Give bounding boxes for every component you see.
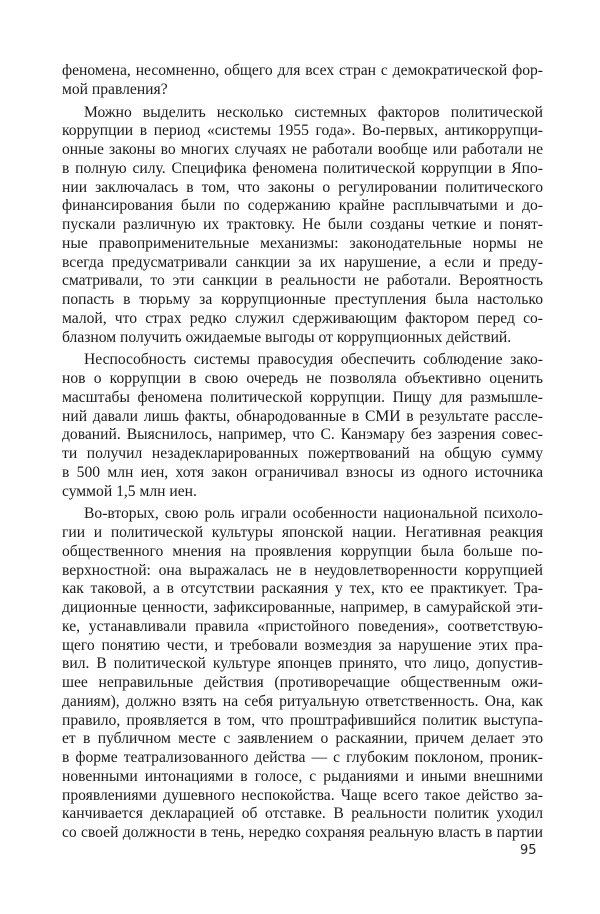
text-line: диционные ценности, зафиксированные, например, в самурайской эти- xyxy=(62,599,543,616)
text-line: как таковой, а в отсутствии раскаяния у тех, кто ее практикует. Тра- xyxy=(62,580,543,598)
text-line: коррупции в период «системы 1955 года». Во-первых, антикоррупци- xyxy=(62,122,543,140)
text-line: ний давали лишь факты, обнародованные в СМИ в результате рассле- xyxy=(62,407,543,425)
text-line: ные правоприменительные механизмы: законодательные нормы не xyxy=(62,234,543,252)
text-line: суммой 1,5 млн иен. xyxy=(62,482,197,500)
text-line: в форме театрализованного действа — с глубоким поклоном, проник- xyxy=(62,749,543,766)
text-line: новенными интонациями в голосе, с рыданиями и иными внешними xyxy=(62,767,543,785)
text-line: в полную силу. Специфика феномена политической коррупции в Япо- xyxy=(62,159,543,177)
text-line: Можно выделить несколько системных факторов политической xyxy=(84,103,543,121)
text-line: ке, устанавливали правила «пристойного поведения», соответствую- xyxy=(62,617,543,635)
paragraph xyxy=(62,62,543,100)
text-line: правило, проявляется в том, что проштрафившийся политик выступа- xyxy=(62,711,543,729)
text-line: малой, что страх редко служил сдерживающим фактором перед со- xyxy=(62,309,543,327)
text-line: проявлениями душевного неспокойства. Чаще всего такое действо за- xyxy=(62,786,543,804)
text-line: общественного мнения на проявления коррупции была больше по- xyxy=(62,542,543,560)
text-line: ет в публичном месте с заявлением о раскаянии, причем делает это xyxy=(62,730,543,748)
text-line: даниям), должно взять на себя ритуальную ответственность. Она, как xyxy=(62,692,543,710)
page-body xyxy=(62,62,543,847)
text-line: всегда предусматривали санкции за их нарушение, а если и преду- xyxy=(62,253,543,271)
text-line: нов о коррупции в свою очередь не позволяла объективно оценить xyxy=(62,370,543,387)
text-line: Неспособность системы правосудия обеспечить соблюдение зако- xyxy=(84,351,543,369)
text-line: шее неправильные действия (противоречащие общественным ожи- xyxy=(62,674,543,691)
text-line: пускали различную их трактовку. Не были созданы четкие и понят- xyxy=(62,216,543,233)
text-line: канчивается декларацией об отставке. В реальности политик уходил xyxy=(62,805,543,823)
text-line: вил. В политической культуре японцев принято, что лицо, допустив- xyxy=(62,655,543,673)
text-line: мой правления? xyxy=(62,80,168,98)
page-number: 95 xyxy=(520,843,537,858)
text-line: Во-вторых, свою роль играли особенности национальной психоло- xyxy=(84,505,543,523)
text-line: гии и политической культуры японской нации. Негативная реакция xyxy=(62,524,543,541)
paragraph xyxy=(62,104,543,348)
text-line: онные законы во многих случаях не работали вообще или работали не xyxy=(62,141,543,158)
text-line: попасть в тюрьму за коррупционные преступления была настолько xyxy=(62,291,543,308)
paragraph xyxy=(62,505,543,843)
paragraph xyxy=(62,351,543,501)
text-line: сматривали, то эти санкции в реальности не работали. Вероятность xyxy=(62,272,543,290)
text-line: блазном получить ожидаемые выгоды от коррупционных действий. xyxy=(62,328,512,346)
text-line: феномена, несомненно, общего для всех стран с демократической фор- xyxy=(62,62,543,79)
text-line: нии заключалась в том, что законы о регулировании политического xyxy=(62,178,543,196)
text-line: верхностной: она выражалась не в неудовлетворенности коррупцией xyxy=(62,561,543,579)
text-line: дований. Выяснилось, например, что С. Канэмару без зазрения совес- xyxy=(62,426,543,444)
text-line: щего понятию чести, и требовали возмездия за нарушение этих пра- xyxy=(62,636,543,654)
text-line: масштабы феномена политической коррупции. Пищу для размышле- xyxy=(62,388,543,406)
text-line: со своей должности в тень, нередко сохраняя реальную власть в партии xyxy=(62,824,543,841)
text-line: ти получил незадекларированных пожертвований на общую сумму xyxy=(62,445,543,462)
text-line: финансирования были по содержанию крайне расплывчатыми и до- xyxy=(62,197,543,215)
text-line: в 500 млн иен, хотя закон ограничивал взносы из одного источника xyxy=(62,463,543,481)
